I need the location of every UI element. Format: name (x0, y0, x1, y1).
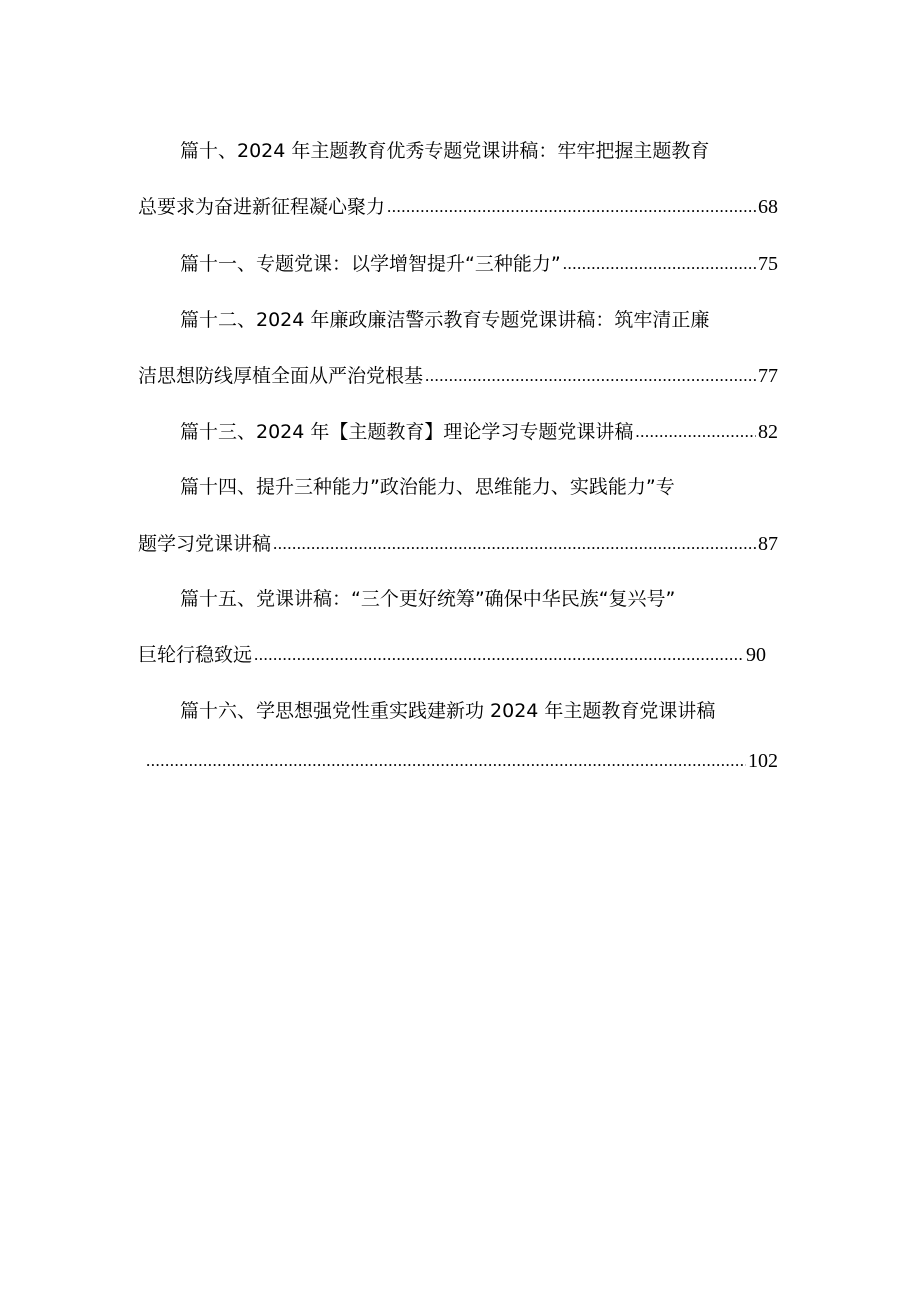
toc-entry-line[interactable] (144, 741, 778, 781)
toc-page-number: 102 (748, 750, 778, 772)
dot-leader (254, 635, 744, 675)
dot-leader (635, 412, 756, 452)
toc-entry-line (180, 300, 778, 340)
toc-entry-line[interactable] (138, 356, 778, 396)
toc-page-number: 75 (758, 253, 778, 275)
toc-entry-line (180, 131, 778, 171)
toc-page-number: 77 (758, 365, 778, 387)
toc-entry-text: 篇十一、专题党课：以学增智提升“三种能力” (180, 253, 561, 275)
toc-entry-text: 总要求为奋进新征程凝心聚力 (138, 196, 386, 218)
toc-entry-text: 洁思想防线厚植全面从严治党根基 (138, 365, 424, 387)
dot-leader (146, 741, 746, 781)
toc-page-number: 82 (758, 421, 778, 443)
dot-leader (425, 356, 756, 396)
toc-page-number: 90 (746, 644, 766, 666)
dot-leader (387, 187, 756, 227)
toc-entry-text: 巨轮行稳致远 (138, 644, 253, 666)
dot-leader (563, 244, 756, 284)
toc-entry-line (180, 691, 778, 731)
dot-leader (273, 524, 756, 564)
toc-entry-line (180, 467, 778, 507)
toc-entry-text: 篇十四、提升三种能力”政治能力、思维能力、实践能力”专 (180, 476, 675, 498)
toc-entry-text: 篇十二、2024 年廉政廉洁警示教育专题党课讲稿：筑牢清正廉 (180, 309, 710, 331)
toc-page-number: 68 (758, 196, 778, 218)
toc-entry-line[interactable] (180, 412, 778, 452)
toc-entry-line[interactable] (138, 187, 778, 227)
toc-entry-line[interactable] (138, 635, 766, 675)
toc-entry-text: 篇十三、2024 年【主题教育】理论学习专题党课讲稿 (180, 421, 634, 443)
toc-page-number: 87 (758, 533, 778, 555)
toc-entry-text: 篇十六、学思想强党性重实践建新功 2024 年主题教育党课讲稿 (180, 700, 716, 722)
toc-entry-text: 篇十五、党课讲稿：“三个更好统筹”确保中华民族“复兴号” (180, 588, 676, 610)
toc-entry-line[interactable] (180, 244, 778, 284)
toc-entry-line[interactable] (138, 524, 778, 564)
toc-entry-text: 篇十、2024 年主题教育优秀专题党课讲稿：牢牢把握主题教育 (180, 140, 710, 162)
toc-entry-line (180, 579, 778, 619)
toc-entry-text: 题学习党课讲稿 (138, 533, 272, 555)
